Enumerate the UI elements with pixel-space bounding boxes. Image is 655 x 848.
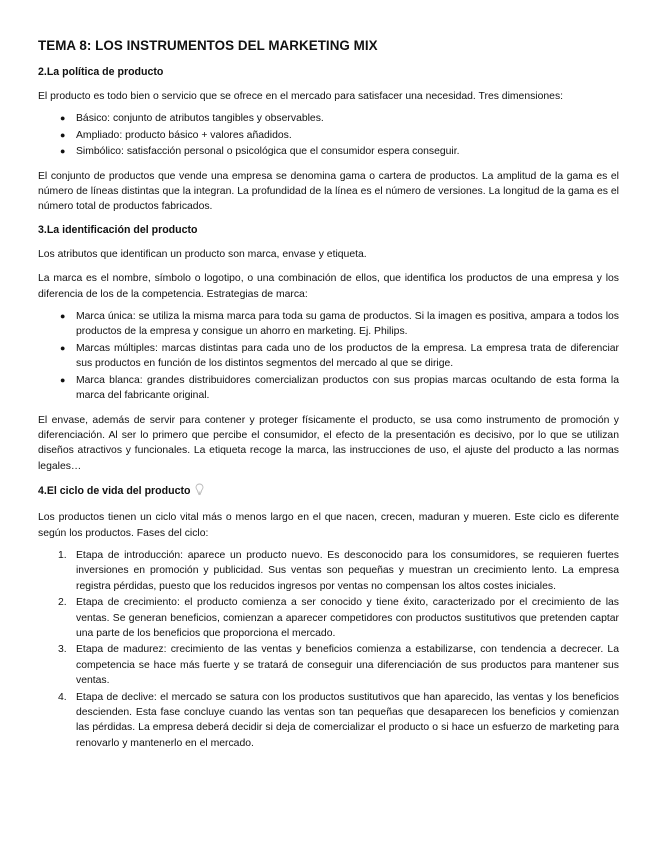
marca-paragraph: La marca es el nombre, símbolo o logotipo, o una combinación de ellos, que identifica los productos de una empresa y los diferencia de los de la competencia. Estrategias de marca: — [38, 273, 619, 300]
list-item: ● Simbólico: satisfacción personal o psicológica que el consumidor espera conseguir. — [60, 144, 619, 159]
lifecycle-stages-list — [38, 548, 619, 751]
list-item: ● Ampliado: producto básico + valores añadidos. — [60, 128, 619, 143]
section-2-intro: El producto es todo bien o servicio que se ofrece en el mercado para satisfacer una necesidad. Tres dimensiones: — [38, 91, 564, 102]
lightbulb-icon — [195, 483, 204, 499]
product-dimensions-list — [38, 111, 619, 159]
list-item: ● Básico: conjunto de atributos tangibles y observables. — [60, 111, 619, 126]
list-item: ● Marca blanca: grandes distribuidores comercializan productos con sus propias marcas ocultando de esta forma la marca del fabricante original. — [60, 374, 619, 402]
bullet-icon: ● — [60, 129, 66, 140]
bullet-icon: ● — [60, 311, 66, 322]
envase-paragraph: El envase, además de servir para contener y proteger físicamente el producto, se usa como instrumento de promoción y diferenciación. Al ser lo primero que percibe el consumidor, el efecto de la presentación es decisivo, por lo que se utilizan diseños atractivos y funcionales. La etiqueta recoge la marca, las instrucciones de uso, el ajuste del producto a las normas legales… — [38, 414, 619, 472]
section-2-heading: 2.La política de producto — [38, 66, 164, 78]
section-2-paragraph: El conjunto de productos que vende una empresa se denomina gama o cartera de productos. La amplitud de la gama es el número de líneas distintas que la integran. La profundidad de la línea es el número de versiones. La longitud de la gama es el número total de productos fabricados. — [38, 170, 619, 213]
bullet-icon: ● — [60, 342, 66, 353]
section-4-heading: 4.El ciclo de vida del producto — [38, 483, 619, 499]
bullet-icon: ● — [60, 374, 66, 385]
section-3-intro: Los atributos que identifican un producto son marca, envase y etiqueta. — [38, 248, 367, 260]
bullet-icon: ● — [60, 113, 66, 124]
section-4-intro: Los productos tienen un ciclo vital más o menos largo en el que nacen, crecen, maduran y mueren. Este ciclo es diferente según los productos. Fases del ciclo: — [38, 512, 619, 539]
list-item: 4. Etapa de declive: el mercado se satura con los productos sustitutivos que han aparecido, las ventas y los beneficios descienden. Esta fase concluye cuando las ventas son tan pequeñas que desaparecen los beneficios y comienzan las pérdidas. La empresa deberá decidir si deja de comercializar el producto o si hace un esfuerzo de marketing para renovarlo y mantenerlo en el mercado. — [58, 691, 619, 749]
list-item: ● Marca única: se utiliza la misma marca para toda su gama de productos. Si la imagen es positiva, ampara a todos los productos de la empresa y consigue un ahorro en marketing. Ej. Philips. — [60, 311, 619, 338]
list-item: ● Marcas múltiples: marcas distintas para cada uno de los productos de la empresa. La empresa trata de diferenciar sus productos en función de los distintos segmentos del mercado al que se dirige. — [60, 342, 619, 370]
bullet-icon: ● — [60, 146, 66, 157]
list-item: 3. Etapa de madurez: crecimiento de las ventas y beneficios comienza a estabilizarse, con tendencia a decrecer. La competencia se hace más fuerte y se tratará de conseguir una diferenciación de sus productos para mantener sus ventas. — [58, 644, 619, 687]
section-3-heading: 3.La identificación del producto — [38, 223, 198, 236]
brand-strategies-list — [38, 309, 619, 403]
list-item: 1. Etapa de introducción: aparece un producto nuevo. Es desconocido para los consumidores, se requieren fuertes inversiones en promoción y publicidad. Sus ventas son pequeñas y muestran un crecimiento lento. La empresa registra pérdidas, puesto que los reducidos ingresos por ventas no compensan los altos costes iniciales. — [58, 549, 619, 592]
document-title: TEMA 8: LOS INSTRUMENTOS DEL MARKETING MIX — [38, 38, 378, 53]
list-item: 2. Etapa de crecimiento: el producto comienza a ser conocido y tiene éxito, caracterizado por el crecimiento de las ventas. Se generan beneficios, comienzan a aparecer competidores con productos sustitutivos que pretenden captar una parte de los beneficios que proporciona el mercado. — [58, 597, 619, 639]
